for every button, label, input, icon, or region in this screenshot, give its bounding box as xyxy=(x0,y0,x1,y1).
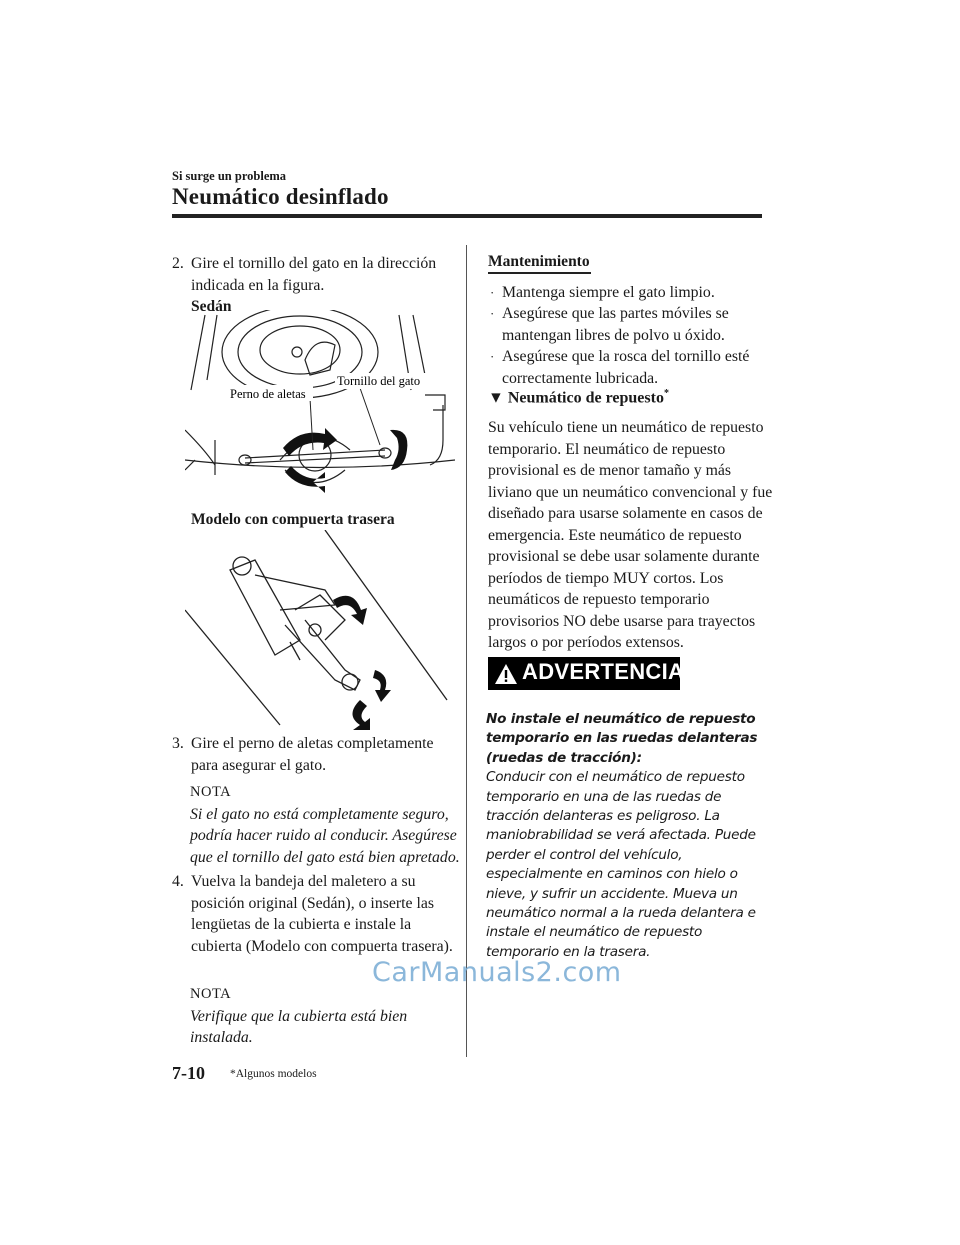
list-item-text: Asegúrese que la rosca del tornillo esté correctamente lubricada. xyxy=(502,348,750,387)
step-number: 4. xyxy=(172,873,184,890)
spare-tire-heading xyxy=(488,388,669,407)
sedan-label: Sedán xyxy=(191,298,232,315)
warning-body-text: Conducir con el neumático de repuesto temporario en una de las ruedas de tracción delanteras es peligroso. La maniobrabilidad se verá afectada. Puede perder el control del vehículo, especialmente en caminos con hielo o nieve, y sufrir un accidente. Mueva un neumático normal a la rueda delantera e instale el neumático de repuesto temporario en la trasera. xyxy=(486,769,756,960)
spare-heading-text: ▼ Neumático de repuesto xyxy=(488,389,664,407)
list-item-text: Mantenga siempre el gato limpio. xyxy=(502,284,715,301)
step-text: Gire el tornillo del gato en la dirección indicada en la figura. xyxy=(191,255,437,294)
note-2 xyxy=(190,984,460,1049)
bullet-icon: · xyxy=(490,349,495,364)
hatchback-jack-illustration xyxy=(185,530,450,730)
watermark: CarManuals2.com xyxy=(372,957,622,988)
bullet-icon: · xyxy=(490,306,495,321)
warning-triangle-icon xyxy=(494,663,518,685)
list-item xyxy=(490,346,765,389)
step-number: 2. xyxy=(172,255,184,272)
warning-label: ADVERTENCIA xyxy=(522,659,685,684)
wing-bolt-label: Perno de aletas xyxy=(230,387,306,401)
page-number: 7-10 xyxy=(172,1063,205,1083)
note-text: Verifique que la cubierta está bien instalada. xyxy=(190,1007,408,1046)
spare-tire-text: Su vehículo tiene un neumático de repuesto temporario. El neumático de repuesto provisional es de menor tamaño y más liviano que un neumático convencional y fue diseñado para usarse solamente en casos de emergencia. Este neumático de repuesto provisional se debe usar solamente durante períodos de tiempo MUY cortos. Los neumáticos de repuesto temporario provisorios NO debe usarse para trayectos largos o por períodos extensos. xyxy=(488,419,773,651)
note-heading: NOTA xyxy=(190,784,232,800)
hatchback-label: Modelo con compuerta trasera xyxy=(191,511,395,528)
step-2 xyxy=(172,253,462,318)
page-title: Neumático desinflado xyxy=(172,184,389,209)
column-divider xyxy=(466,245,467,1057)
list-item-text: Asegúrese que las partes móviles se mantengan libres de polvo u óxido. xyxy=(502,305,729,344)
note-heading: NOTA xyxy=(190,986,232,1002)
step-4 xyxy=(172,871,462,957)
step-3 xyxy=(172,733,462,776)
step-text: Vuelva la bandeja del maletero a su posición original (Sedán), o inserte las lengüetas de la cubierta e instale la cubierta (Modelo con compuerta trasera). xyxy=(191,873,453,955)
list-item xyxy=(490,282,765,304)
breadcrumb: Si surge un problema xyxy=(172,169,287,183)
jack-screw-label: Tornillo del gato xyxy=(337,374,421,388)
warning-bold-text: No instale el neumático de repuesto temporario en las ruedas delanteras (ruedas de tracción): xyxy=(486,711,758,766)
list-item xyxy=(490,303,765,346)
sedan-jack-illustration xyxy=(185,310,455,500)
footnote: *Algunos modelos xyxy=(230,1068,317,1080)
title-rule xyxy=(172,214,762,218)
heading-underline xyxy=(488,272,591,274)
step-text: Gire el perno de aletas completamente para asegurar el gato. xyxy=(191,735,434,774)
bullet-icon: · xyxy=(490,285,495,300)
step-number: 3. xyxy=(172,735,184,752)
note-1 xyxy=(190,782,460,868)
asterisk: * xyxy=(663,388,669,399)
maintenance-heading: Mantenimiento xyxy=(488,253,590,270)
note-text: Si el gato no está completamente seguro, podría hacer ruido al conducir. Asegúrese que el tornillo del gato está bien apretado. xyxy=(190,805,460,866)
warning-text xyxy=(486,710,776,962)
